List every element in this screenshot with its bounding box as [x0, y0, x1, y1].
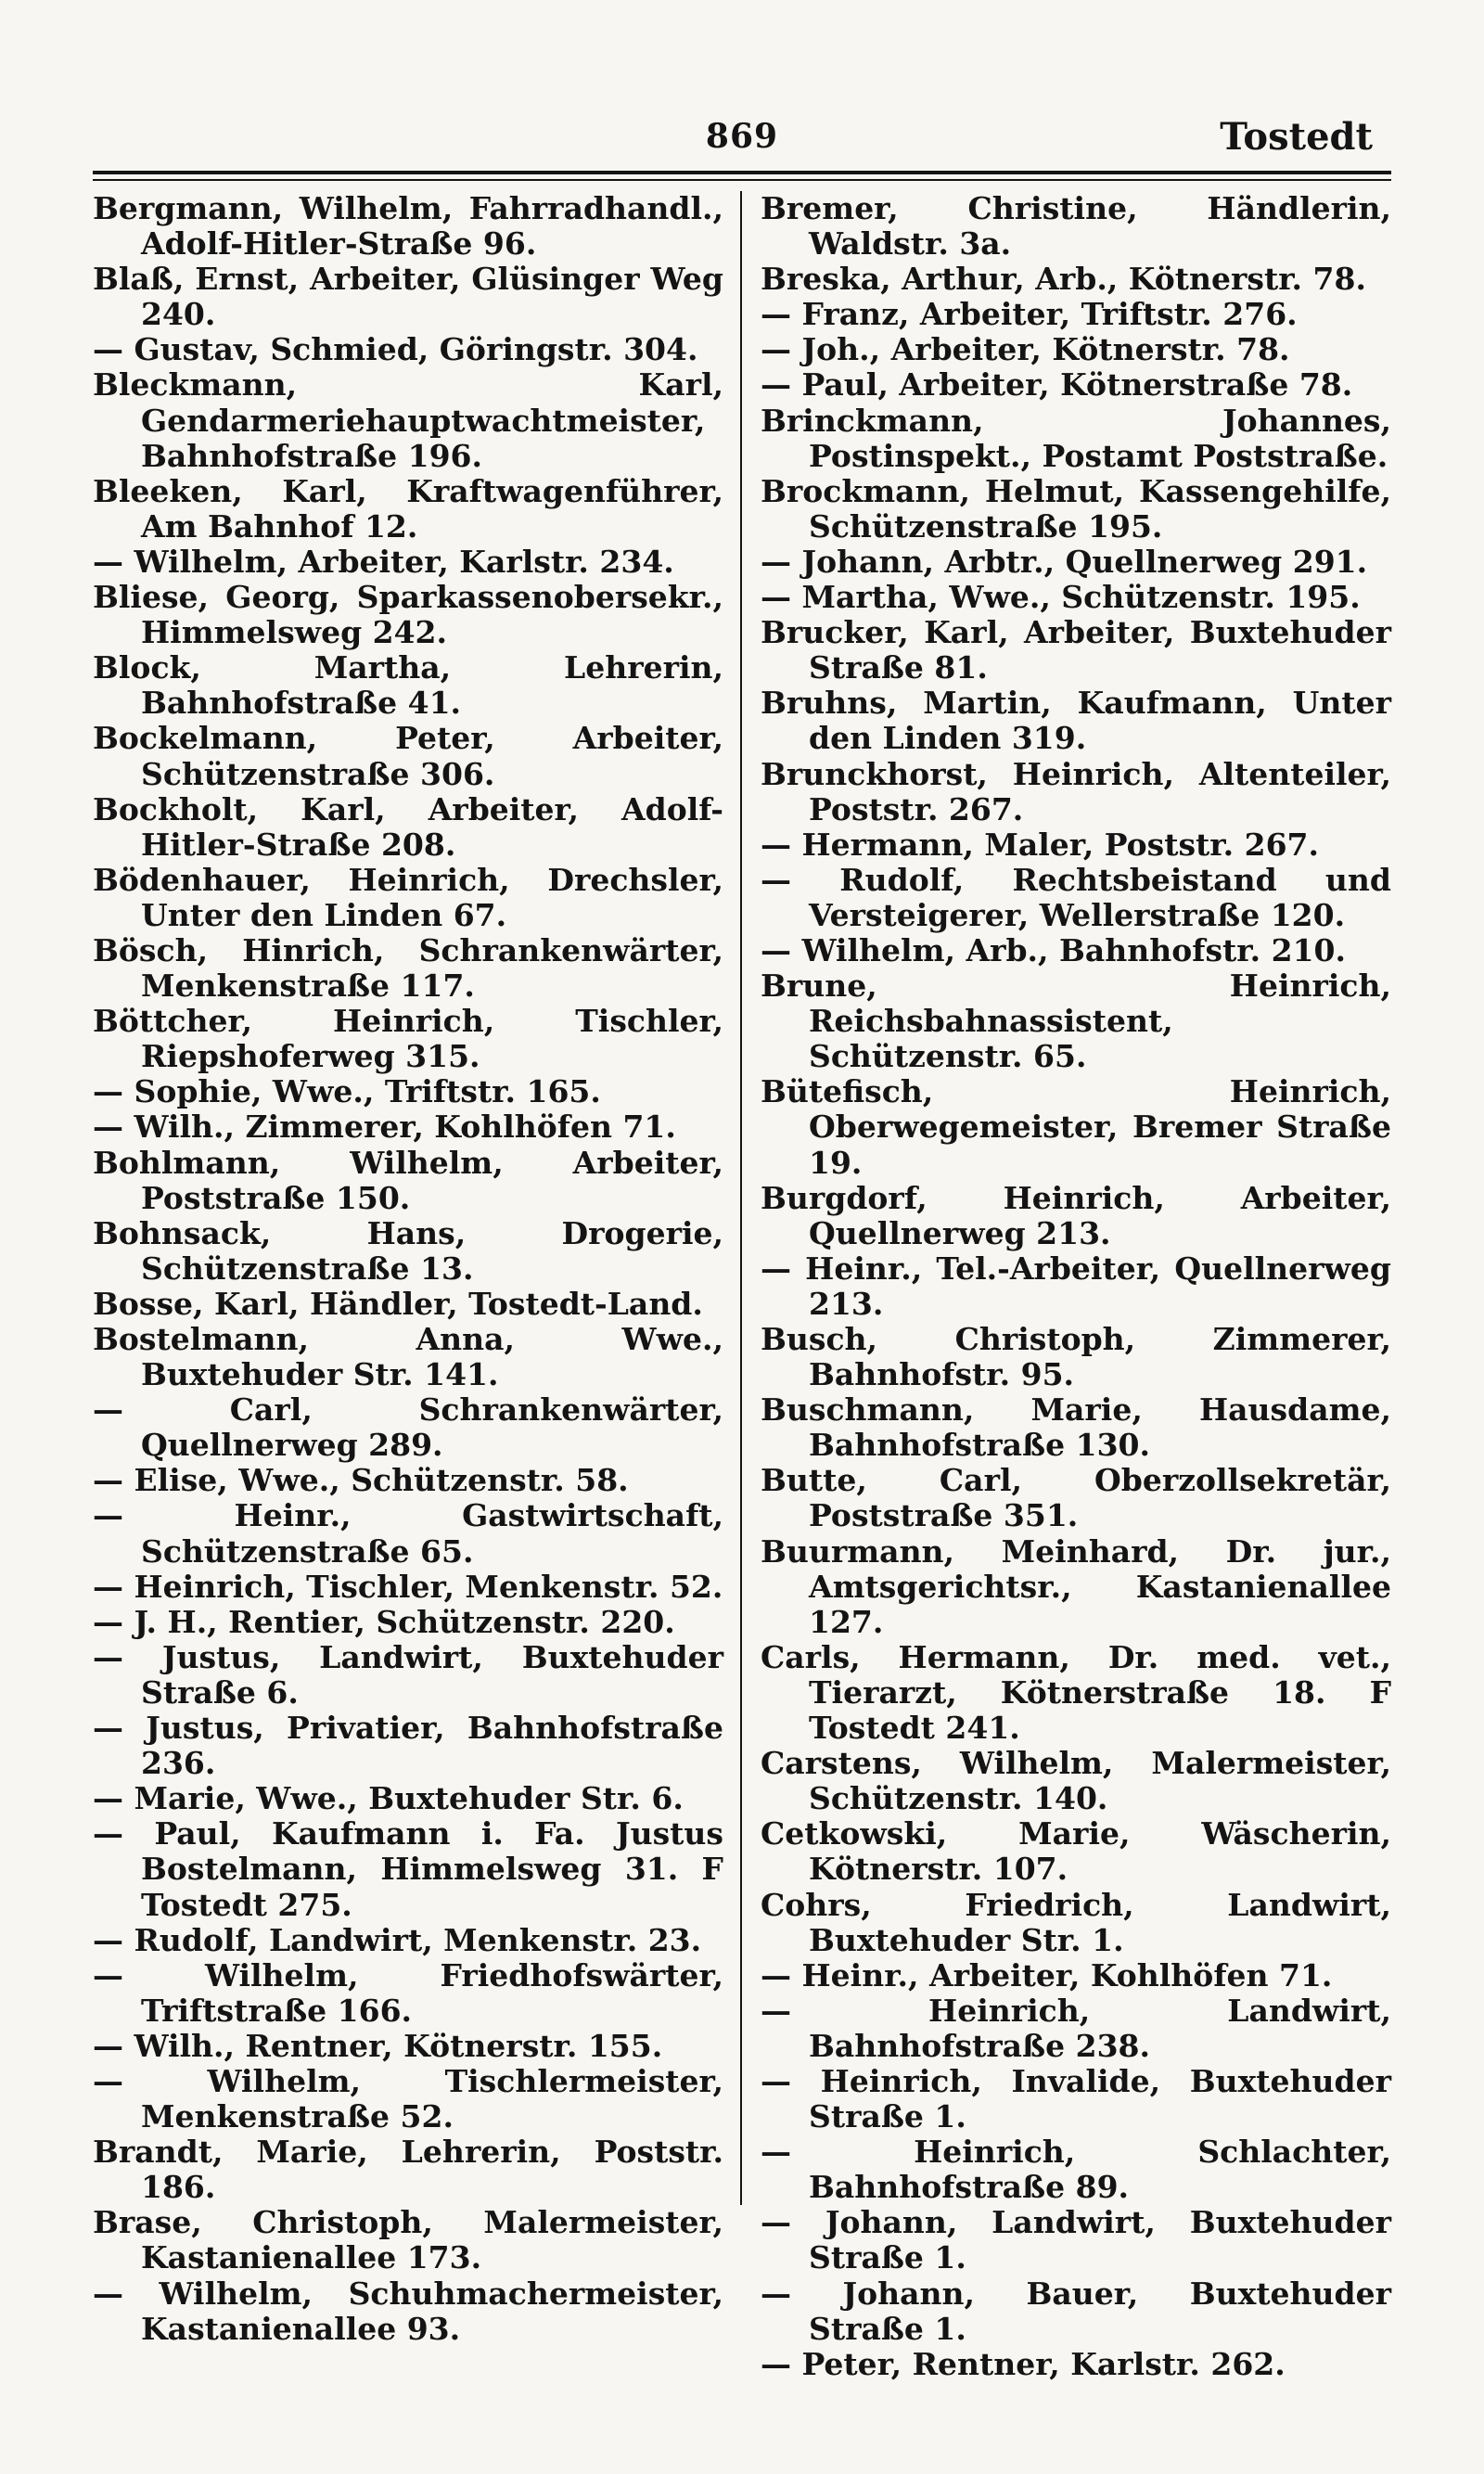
directory-entry: — Wilhelm, Friedhofswärter, Triftstraße 166. [93, 1956, 723, 2029]
directory-entry: — Rudolf, Rechtsbeistand und Versteigerer, Wellerstraße 120. [761, 861, 1391, 933]
directory-entry: Brandt, Marie, Lehrerin, Poststr. 186. [93, 2134, 723, 2206]
directory-entry: Breska, Arthur, Arb., Kötnerstr. 78. [761, 261, 1366, 298]
directory-entry: Bruhns, Martin, Kaufmann, Unter den Linden 319. [761, 685, 1391, 757]
directory-entry: — Rudolf, Landwirt, Menkenstr. 23. [93, 1921, 702, 1958]
directory-entry: Bleckmann, Karl, Gendarmeriehauptwachtmeister, Bahnhofstraße 196. [93, 366, 723, 474]
directory-entry: Brase, Christoph, Malermeister, Kastanienallee 173. [93, 2204, 723, 2276]
directory-entry: Bockholt, Karl, Arbeiter, Adolf-Hitler-Straße 208. [93, 790, 723, 863]
directory-entry: Böttcher, Heinrich, Tischler, Riepshoferweg 315. [93, 1003, 723, 1075]
directory-entry: — Heinr., Tel.-Arbeiter, Quellnerweg 213. [761, 1250, 1391, 1322]
directory-entry: — Heinrich, Landwirt, Bahnhofstraße 238. [761, 1992, 1391, 2064]
directory-entry: — Martha, Wwe., Schützenstr. 195. [761, 579, 1361, 616]
directory-entry: — Heinr., Gastwirtschaft, Schützenstraße 65. [93, 1497, 723, 1570]
directory-entry: — Paul, Arbeiter, Kötnerstraße 78. [761, 366, 1353, 404]
directory-entry: — Heinrich, Tischler, Menkenstr. 52. [93, 1568, 723, 1605]
directory-entry: Bohnsack, Hans, Drogerie, Schützenstraße 13. [93, 1214, 723, 1287]
directory-entry: Carls, Hermann, Dr. med. vet., Tierarzt, Kötnerstraße 18. F Tostedt 241. [761, 1638, 1391, 1747]
directory-entry: — Justus, Landwirt, Buxtehuder Straße 6. [93, 1638, 723, 1711]
directory-entry: Brockmann, Helmut, Kassengehilfe, Schützenstraße 195. [761, 472, 1391, 545]
directory-entry: — J. H., Rentier, Schützenstr. 220. [93, 1603, 675, 1640]
directory-entry: Brinckmann, Johannes, Postinspekt., Postamt Poststraße. [761, 402, 1391, 474]
directory-entry: — Gustav, Schmied, Göringstr. 304. [93, 331, 698, 368]
directory-entry: — Wilh., Rentner, Kötnerstr. 155. [93, 2027, 663, 2064]
header-rule-thin [93, 179, 1391, 181]
directory-entry: — Peter, Rentner, Karlstr. 262. [761, 2345, 1286, 2382]
directory-entry: — Heinr., Arbeiter, Kohlhöfen 71. [761, 1956, 1333, 1993]
directory-entry: Bergmann, Wilhelm, Fahrradhandl., Adolf-Hitler-Straße 96. [93, 190, 723, 263]
directory-entry: Cohrs, Friedrich, Landwirt, Buxtehuder Str. 1. [761, 1886, 1391, 1958]
page-number: 869 [705, 117, 779, 156]
directory-entry: — Justus, Privatier, Bahnhofstraße 236. [93, 1710, 723, 1782]
directory-entry: Brucker, Karl, Arbeiter, Buxtehuder Straße 81. [761, 614, 1391, 686]
directory-entry: — Paul, Kaufmann i. Fa. Justus Bostelmann, Himmelsweg 31. F Tostedt 275. [93, 1815, 723, 1923]
directory-entry: Bütefisch, Heinrich, Oberwegemeister, Bremer Straße 19. [761, 1073, 1391, 1181]
directory-entry: Bremer, Christine, Händlerin, Waldstr. 3a. [761, 190, 1391, 263]
directory-entry: Brunckhorst, Heinrich, Altenteiler, Poststr. 267. [761, 755, 1391, 827]
header-rule [93, 171, 1391, 174]
directory-entry: Busch, Christoph, Zimmerer, Bahnhofstr. 95. [761, 1321, 1391, 1393]
directory-entry: — Wilhelm, Schuhmachermeister, Kastanienallee 93. [93, 2275, 723, 2347]
directory-entry: Brune, Heinrich, Reichsbahnassistent, Schützenstr. 65. [761, 968, 1391, 1075]
directory-entry: — Elise, Wwe., Schützenstr. 58. [93, 1462, 629, 1499]
right-column [740, 190, 1391, 2382]
directory-entry: Bleeken, Karl, Kraftwagenführer, Am Bahnhof 12. [93, 472, 723, 545]
directory-entry: — Heinrich, Invalide, Buxtehuder Straße 1. [761, 2062, 1391, 2135]
directory-entry: — Wilhelm, Arb., Bahnhofstr. 210. [761, 931, 1346, 968]
directory-entry: Bliese, Georg, Sparkassenobersekr., Himmelsweg 242. [93, 579, 723, 651]
directory-entry: Bohlmann, Wilhelm, Arbeiter, Poststraße 150. [93, 1144, 723, 1216]
directory-entry: — Hermann, Maler, Poststr. 267. [761, 826, 1320, 863]
directory-entry: — Joh., Arbeiter, Kötnerstr. 78. [761, 331, 1290, 368]
directory-entry: Buurmann, Meinhard, Dr. jur., Amtsgerichtsr., Kastanienallee 127. [761, 1532, 1391, 1640]
directory-entry: Bostelmann, Anna, Wwe., Buxtehuder Str. 141. [93, 1321, 723, 1393]
directory-entry: Butte, Carl, Oberzollsekretär, Poststraße 351. [761, 1462, 1391, 1534]
directory-entry: Buschmann, Marie, Hausdame, Bahnhofstraße 130. [761, 1391, 1391, 1464]
directory-entry: Carstens, Wilhelm, Malermeister, Schützenstr. 140. [761, 1745, 1391, 1817]
directory-entry: — Carl, Schrankenwärter, Quellnerweg 289. [93, 1391, 723, 1464]
directory-entry: — Wilhelm, Tischlermeister, Menkenstraße 52. [93, 2062, 723, 2135]
directory-entry: Bödenhauer, Heinrich, Drechsler, Unter den Linden 67. [93, 861, 723, 933]
directory-entry: Burgdorf, Heinrich, Arbeiter, Quellnerweg 213. [761, 1179, 1391, 1251]
directory-entry: — Sophie, Wwe., Triftstr. 165. [93, 1073, 601, 1110]
directory-entry: — Heinrich, Schlachter, Bahnhofstraße 89. [761, 2134, 1391, 2206]
directory-entry: Bockelmann, Peter, Arbeiter, Schützenstraße 306. [93, 720, 723, 792]
directory-entry: — Franz, Arbeiter, Triftstr. 276. [761, 296, 1298, 333]
directory-entry: — Marie, Wwe., Buxtehuder Str. 6. [93, 1780, 684, 1817]
directory-entry: — Johann, Arbtr., Quellnerweg 291. [761, 543, 1368, 580]
directory-entry: — Wilh., Zimmerer, Kohlhöfen 71. [93, 1109, 676, 1146]
directory-entry: — Johann, Bauer, Buxtehuder Straße 1. [761, 2275, 1391, 2347]
directory-entry: — Johann, Landwirt, Buxtehuder Straße 1. [761, 2204, 1391, 2276]
running-head: Tostedt [1220, 115, 1373, 159]
directory-entry: — Wilhelm, Arbeiter, Karlstr. 234. [93, 543, 674, 580]
entry-columns [93, 191, 1391, 2381]
directory-entry: Bosse, Karl, Händler, Tostedt-Land. [93, 1285, 703, 1322]
directory-entry: Cetkowski, Marie, Wäscherin, Kötnerstr. 107. [761, 1815, 1391, 1888]
left-column [93, 191, 740, 2381]
directory-entry: Blaß, Ernst, Arbeiter, Glüsinger Weg 240. [93, 261, 723, 333]
page-header [93, 109, 1391, 165]
directory-entry: Block, Martha, Lehrerin, Bahnhofstraße 41. [93, 649, 723, 722]
directory-entry: Bösch, Hinrich, Schrankenwärter, Menkenstraße 117. [93, 931, 723, 1005]
